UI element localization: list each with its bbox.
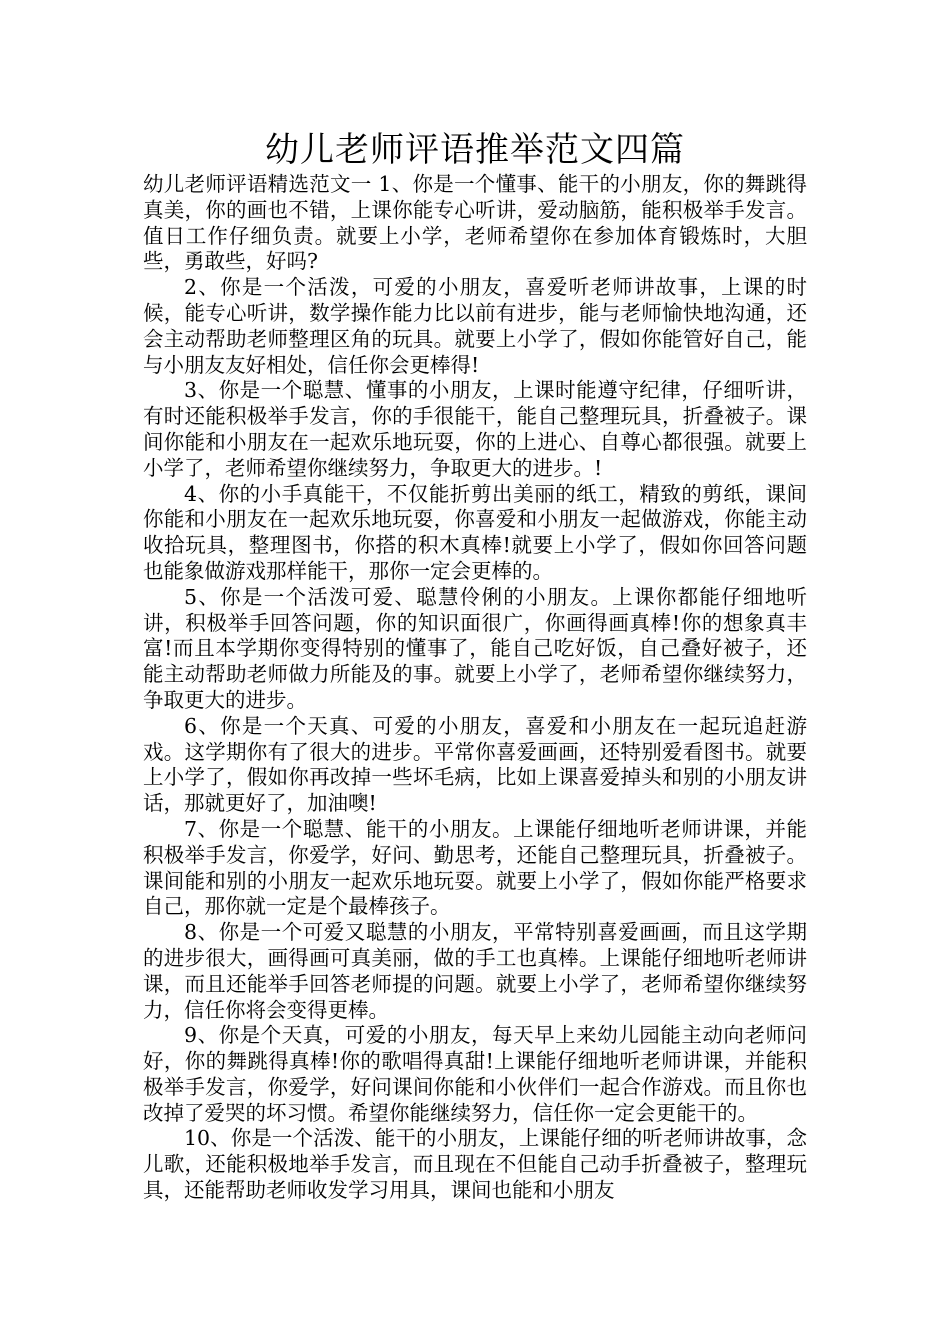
- paragraph-1: 幼儿老师评语精选范文一 1、你是一个懂事、能干的小朋友，你的舞跳得真美，你的画也不错，上课你能专心听讲，爱动脑筋，能积极举手发言。值日工作仔细负责。就要上小学，老师希望你在参加体育锻炼时，大胆些，勇敢些，好吗?: [143, 172, 807, 274]
- paragraph-6: 6、你是一个天真、可爱的小朋友，喜爱和小朋友在一起玩追赶游戏。这学期你有了很大的进步。平常你喜爱画画，还特别爱看图书。就要上小学了，假如你再改掉一些坏毛病，比如上课喜爱掉头和别的小朋友讲话，那就更好了，加油噢!: [143, 713, 807, 816]
- paragraph-7: 7、你是一个聪慧、能干的小朋友。上课能仔细地听老师讲课，并能积极举手发言，你爱学，好问、勤思考，还能自己整理玩具，折叠被子。课间能和别的小朋友一起欢乐地玩耍。就要上小学了，假如你能严格要求自己，那你就一定是个最棒孩子。: [143, 816, 807, 919]
- paragraph-3: 3、你是一个聪慧、懂事的小朋友，上课时能遵守纪律，仔细听讲，有时还能积极举手发言，你的手很能干，能自己整理玩具，折叠被子。课间你能和小朋友在一起欢乐地玩耍，你的上进心、自尊心都很强。就要上小学了，老师希望你继续努力，争取更大的进步。!: [143, 378, 807, 480]
- paragraph-10: 10、你是一个活泼、能干的小朋友，上课能仔细的听老师讲故事，念儿歌，还能积极地举手发言，而且现在不但能自己动手折叠被子，整理玩具，还能帮助老师收发学习用具，课间也能和小朋友: [143, 1126, 807, 1203]
- document-body: [143, 172, 807, 1204]
- paragraph-2: 2、你是一个活泼，可爱的小朋友，喜爱听老师讲故事，上课的时候，能专心听讲，数学操作能力比以前有进步，能与老师愉快地沟通，还会主动帮助老师整理区角的玩具。就要上小学了，假如你能管好自己，能与小朋友友好相处，信任你会更棒得!: [143, 275, 807, 377]
- paragraph-8: 8、你是一个可爱又聪慧的小朋友，平常特别喜爱画画，而且这学期的进步很大，画得画可真美丽，做的手工也真棒。上课能仔细地听老师讲课，而且还能举手回答老师提的问题。就要上小学了，老师希望你继续努力，信任你将会变得更棒。: [143, 920, 807, 1022]
- paragraph-5: 5、你是一个活泼可爱、聪慧伶俐的小朋友。上课你都能仔细地听讲，积极举手回答问题，你的知识面很广，你画得画真棒!你的想象真丰富!而且本学期你变得特别的懂事了，能自己吃好饭，自己叠好被子，还能主动帮助老师做力所能及的事。就要上小学了，老师希望你继续努力，争取更大的进步。: [143, 584, 807, 712]
- paragraph-9: 9、你是个天真，可爱的小朋友，每天早上来幼儿园能主动向老师问好，你的舞跳得真棒!你的歌唱得真甜!上课能仔细地听老师讲课，并能积极举手发言，你爱学，好问课间你能和小伙伴们一起合作游戏。而且你也改掉了爱哭的坏习惯。希望你能继续努力，信任你一定会更能干的。: [143, 1023, 807, 1125]
- document-title: 幼儿老师评语推举范文四篇: [265, 130, 685, 170]
- paragraph-4: 4、你的小手真能干，不仅能折剪出美丽的纸工，精致的剪纸，课间你能和小朋友在一起欢乐地玩耍，你喜爱和小朋友一起做游戏，你能主动收拾玩具，整理图书，你搭的积木真棒!就要上小学了，假如你回答问题也能象做游戏那样能干，那你一定会更棒的。: [143, 481, 807, 583]
